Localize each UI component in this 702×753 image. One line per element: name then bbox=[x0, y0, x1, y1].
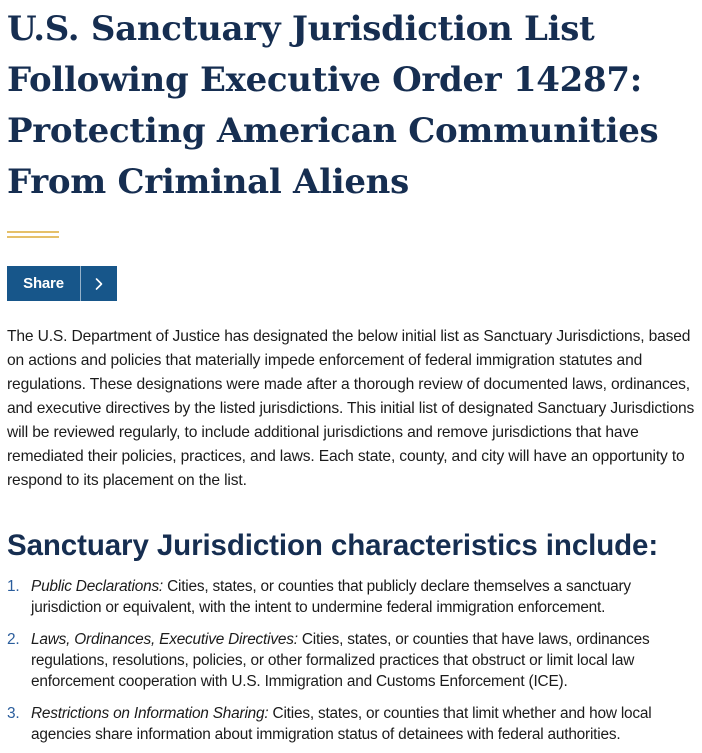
list-item-number: 2. bbox=[7, 631, 20, 648]
list-item-number: 3. bbox=[7, 705, 20, 722]
page-title: U.S. Sanctuary Jurisdiction List Following Executive Order 14287: Protecting American Communities From Criminal Aliens bbox=[7, 9, 659, 202]
intro-paragraph: The U.S. Department of Justice has designated the below initial list as Sanctuary Jurisdictions, based on actions and policies that materially impede enforcement of federal immigration statutes and regulations. These designations were made after a thorough review of documented laws, ordinances, and executive directives by the listed jurisdictions. This initial list of designated Sanctuary Jurisdictions will be reviewed regularly, to include additional jurisdictions and remove jurisdictions that have remediated their policies, practices, and laws. Each state, county, and city will have an opportunity to respond to its placement on the list. bbox=[7, 328, 695, 489]
list-item-term: Public Declarations: bbox=[31, 578, 164, 595]
list-item-number: 1. bbox=[7, 578, 20, 595]
accent-line-top bbox=[7, 231, 59, 233]
section-heading: Sanctuary Jurisdiction characteristics include: bbox=[7, 529, 659, 562]
chevron-right-icon[interactable] bbox=[81, 277, 117, 291]
accent-line-bottom bbox=[7, 236, 59, 238]
list-item-term: Laws, Ordinances, Executive Directives: bbox=[31, 631, 298, 648]
share-button[interactable] bbox=[7, 266, 117, 301]
list-item bbox=[0, 703, 702, 745]
characteristics-list bbox=[0, 576, 702, 753]
list-item bbox=[0, 629, 702, 692]
list-item bbox=[0, 576, 702, 618]
list-item-text: Cities, states, or counties that publicly declare themselves a sanctuary jurisdiction or equivalent, with the intent to undermine federal immigration enforcement. bbox=[31, 578, 631, 616]
share-button-label: Share bbox=[23, 275, 64, 292]
list-item-term: Restrictions on Information Sharing: bbox=[31, 705, 269, 722]
list-item-text: Cities, states, or counties that have laws, ordinances regulations, resolutions, policies, or other formalized practices that obstruct or limit local law enforcement cooperation with U.S. Immigration and Customs Enforcement (ICE). bbox=[31, 631, 650, 690]
list-item-text: Cities, states, or counties that limit whether and how local agencies share information about immigration status of detainees with federal authorities. bbox=[31, 705, 652, 743]
title-accent-rule bbox=[7, 231, 59, 239]
